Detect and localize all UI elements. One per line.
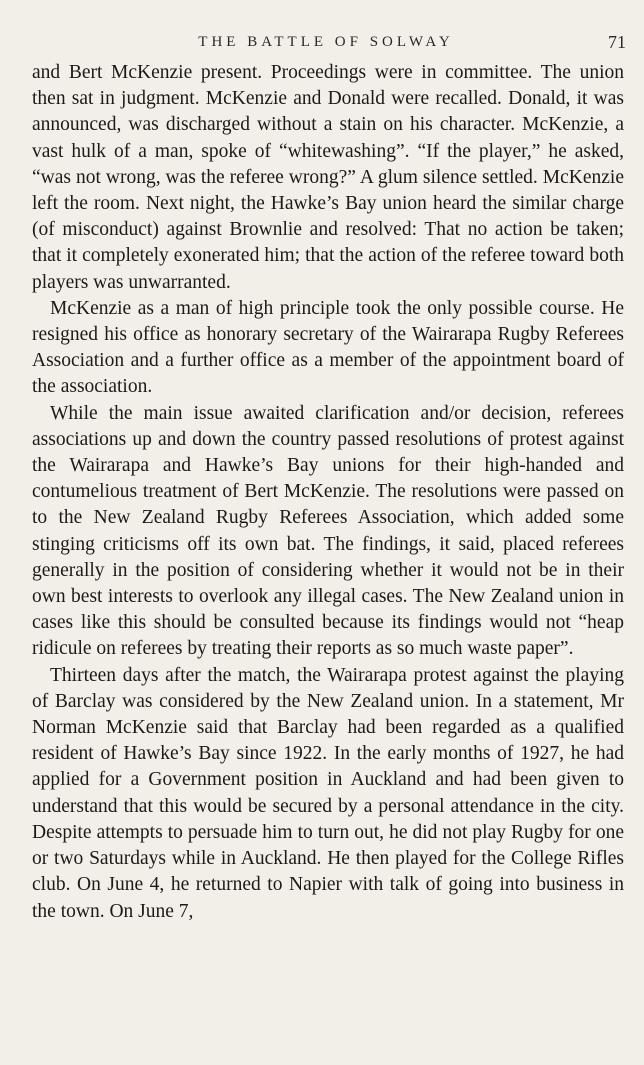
body-text (32, 60, 624, 925)
paragraph: McKenzie as a man of high principle took the only possible course. He resigned his office as honorary secretary of the Wairarapa Rugby Referees Association and a further office as a member of the appointment board of the association. (32, 297, 624, 398)
page-header (0, 32, 644, 58)
page-number: 71 (608, 32, 626, 52)
paragraph: and Bert McKenzie present. Proceedings were in committee. The union then sat in judgment. McKenzie and Donald were recalled. Donald, it was announced, was discharged without a stain on his character. McKenzie, a vast hulk of a man, spoke of “whitewashing”. “If the player,” he asked, “was not wrong, was the referee wrong?” A glum silence settled. McKenzie left the room. Next night, the Hawke’s Bay union heard the similar charge (of misconduct) against Brownlie and resolved: That no action be taken; that it completely exonerated him; that the action of the referee toward both players was unwarranted. (32, 62, 624, 293)
running-title: THE BATTLE OF SOLWAY (198, 34, 454, 50)
paragraph: Thirteen days after the match, the Wairarapa protest against the playing of Barclay was considered by the New Zealand union. In a statement, Mr Norman McKenzie said that Barclay had been regarded as a qualified resident of Hawke’s Bay since 1922. In the early months of 1927, he had applied for a Government position in Auckland and had been given to understand that this would be secured by a personal attendance in the city. Despite attempts to persuade him to turn out, he did not play Rugby for one or two Saturdays while in Auckland. He then played for the College Rifles club. On June 4, he returned to Napier with talk of going into business in the town. On June 7, (32, 664, 624, 922)
paragraph: While the main issue awaited clarification and/or decision, referees associations up and down the country passed resolutions of protest against the Wairarapa and Hawke’s Bay unions for their high-handed and contumelious treatment of Bert McKenzie. The resolutions were passed on to the New Zealand Rugby Referees Association, which added some stinging criticisms off its own bat. The findings, it said, placed referees generally in the position of considering whether it would not be in their own best interests to overlook any illegal cases. The New Zealand union in cases like this should be consulted because its findings would not “heap ridicule on referees by treating their reports as so much waste paper”. (32, 402, 624, 660)
